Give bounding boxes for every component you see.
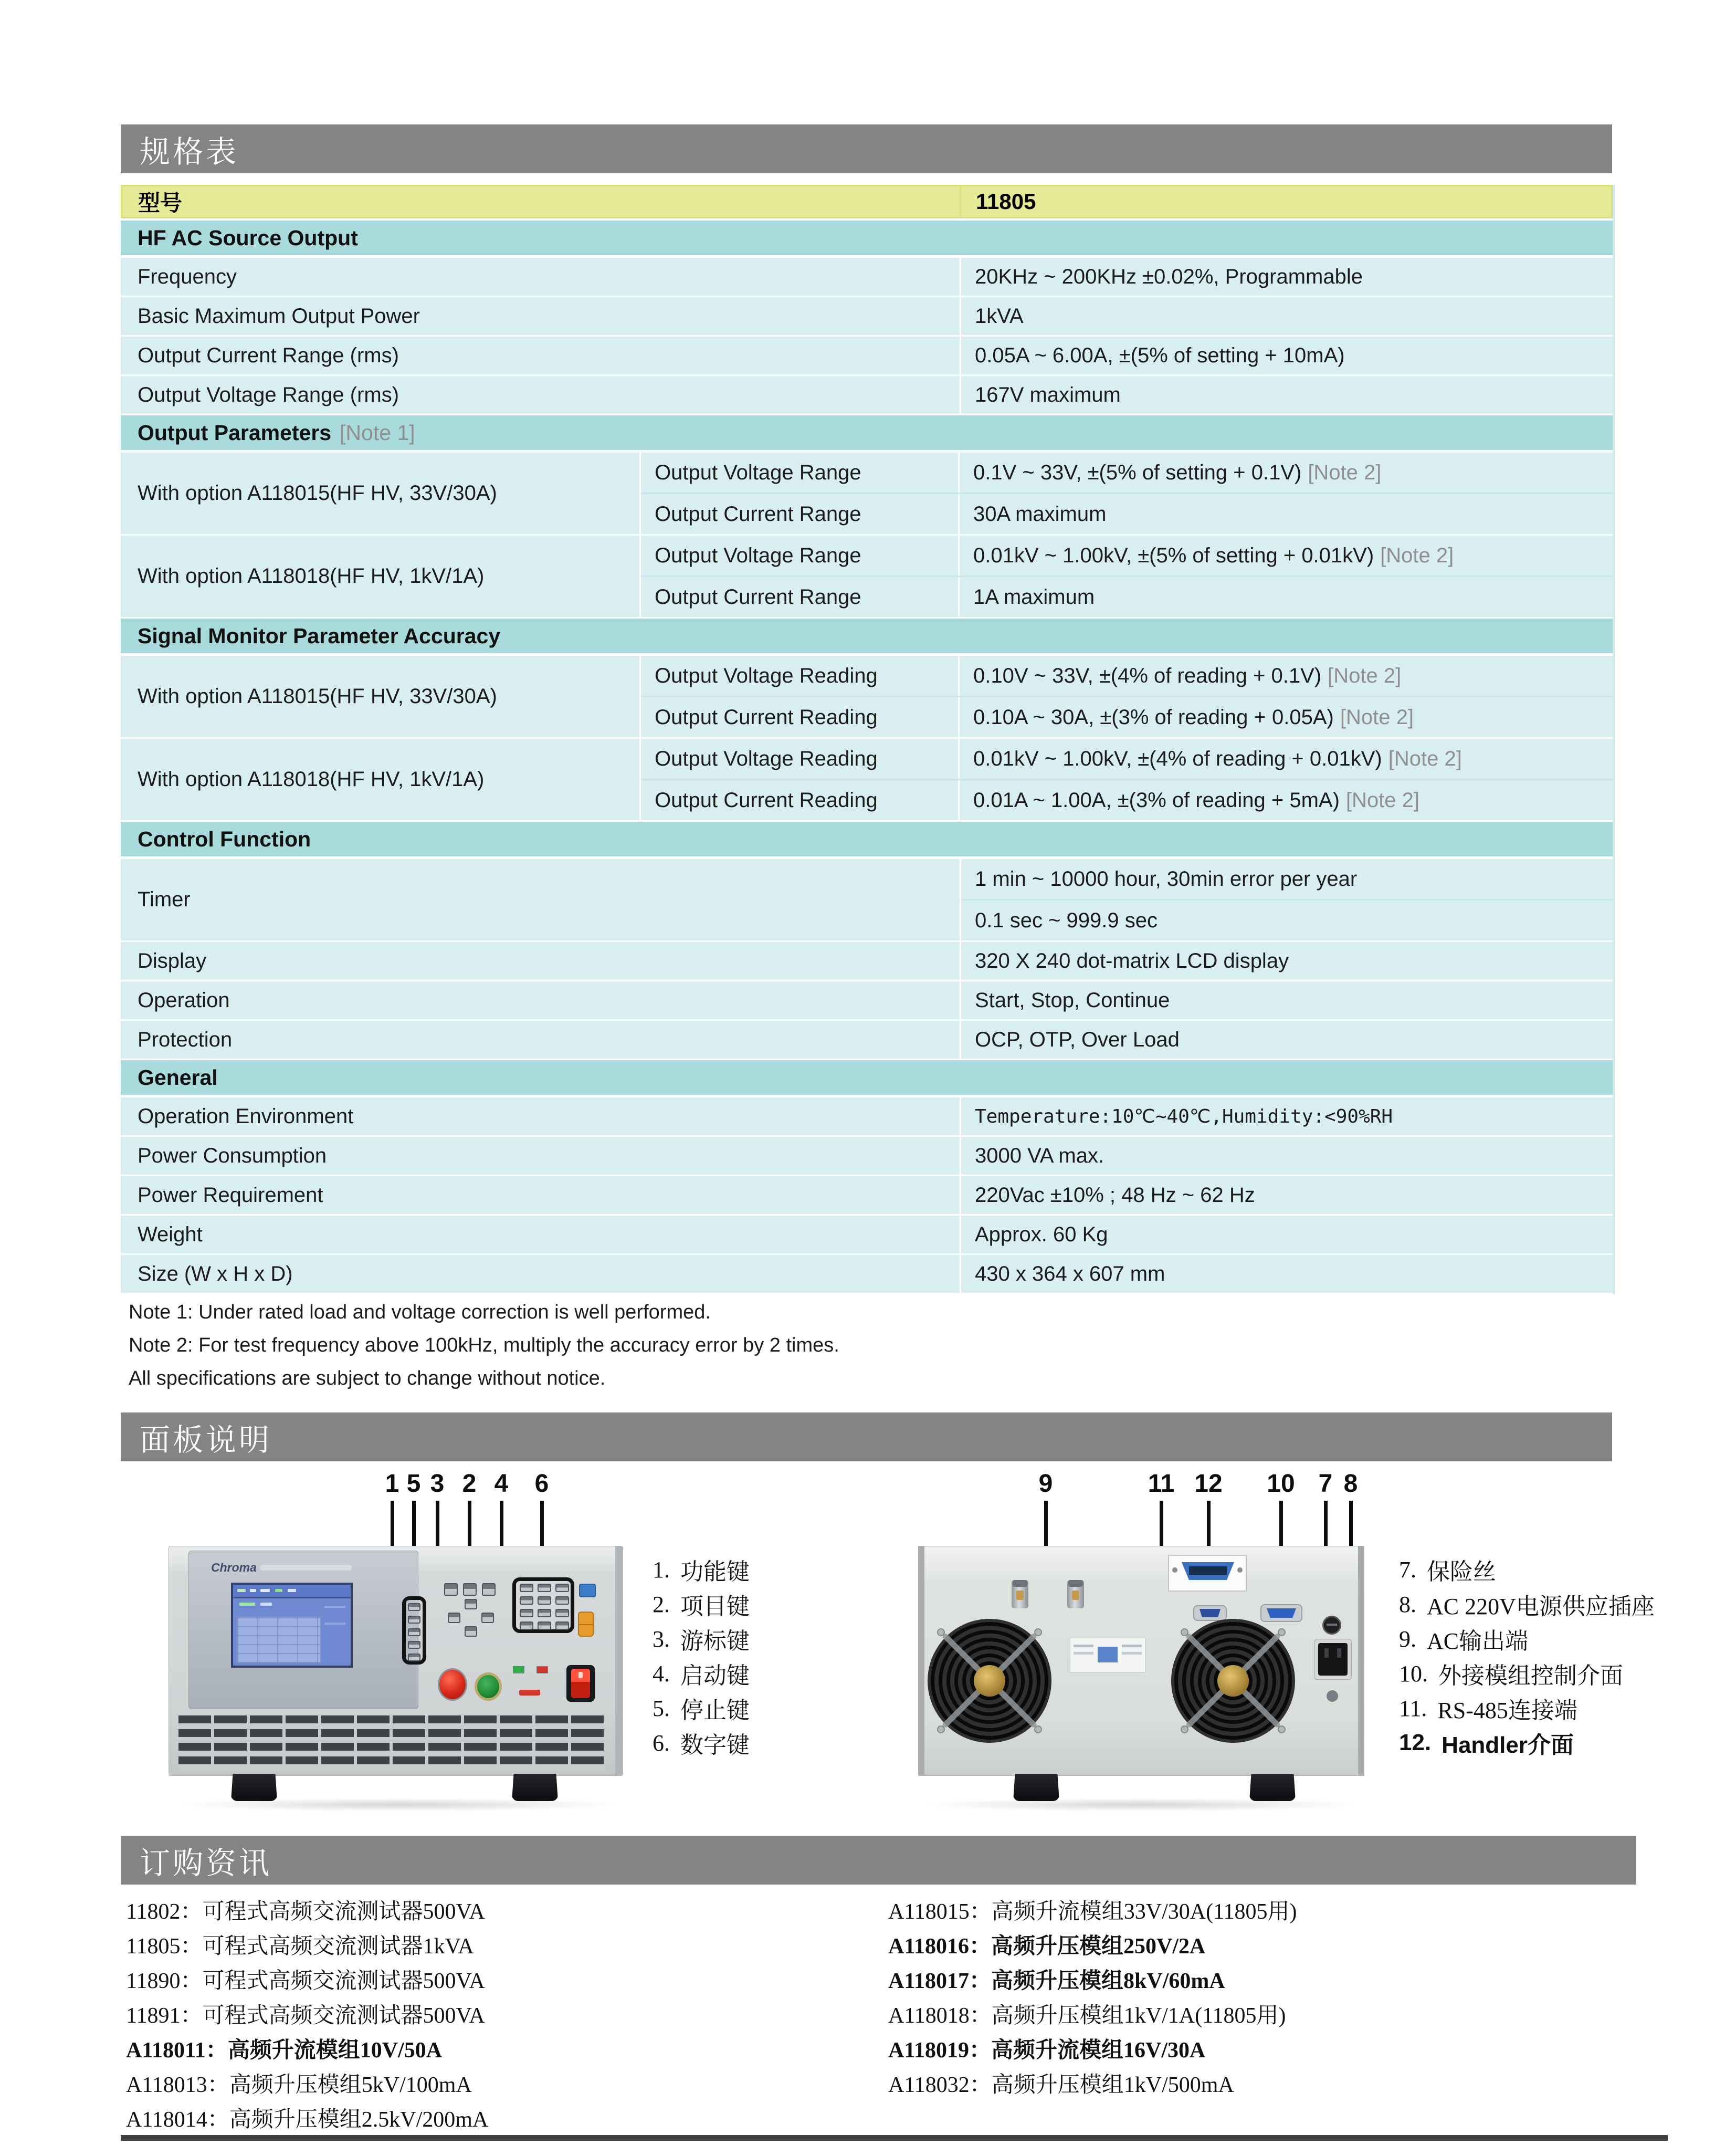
cooling-fan — [1171, 1619, 1295, 1743]
callout-item-number: 1. — [653, 1556, 670, 1583]
fan-hub — [974, 1665, 1005, 1697]
enter-key — [579, 1584, 596, 1597]
ordering-item: A118014：高频升压模组2.5kV/200mA — [126, 2108, 489, 2132]
ordering-item: A118016：高频升压模组250V/2A — [888, 1934, 1206, 1959]
handler-interface-plate — [1168, 1555, 1247, 1592]
spec-label-cell: Size (W x H x D) — [121, 1255, 961, 1293]
spec-subrow — [641, 696, 1613, 737]
device-foot — [231, 1774, 277, 1801]
callout-item-label: 停止键 — [680, 1698, 750, 1723]
ordering-item: A118011：高频升流模组10V/50A — [126, 2038, 443, 2063]
ac-power-inlet — [1314, 1639, 1352, 1680]
brand-logo: Chroma — [211, 1561, 257, 1574]
numeric-key — [520, 1584, 533, 1592]
spec-group-label: With option A118018(HF HV, 1kV/1A) — [121, 536, 641, 617]
spec-value: 220Vac ±10% ; 48 Hz ~ 62 Hz — [975, 1183, 1255, 1207]
label-logo — [1098, 1647, 1118, 1662]
spec-label-cell: Operation Environment — [121, 1097, 961, 1135]
spec-sublabel-cell: Output Voltage Reading — [641, 739, 960, 779]
spec-value-cell — [960, 494, 1613, 534]
callout-item-label: 项目键 — [680, 1594, 750, 1619]
rear-panel-photo — [918, 1546, 1364, 1776]
panel-section-title: 面板说明 — [140, 1422, 272, 1457]
numeric-key — [520, 1596, 533, 1605]
ordering-section-header — [121, 1836, 1636, 1885]
rear-panel-edge — [1358, 1546, 1364, 1775]
label-text-line — [1122, 1652, 1142, 1655]
spec-value-cell — [961, 258, 1613, 296]
device-foot — [1249, 1774, 1296, 1801]
lcd-table-area — [237, 1617, 320, 1662]
callout-item-label: RS-485连接端 — [1437, 1698, 1577, 1723]
spec-footnote: All specifications are subject to change without notice. — [129, 1367, 606, 1389]
spec-subrow — [641, 739, 1613, 779]
callout-item-number: 2. — [653, 1591, 670, 1617]
ordering-item: A118018：高频升压模组1kV/1A(11805用) — [888, 2004, 1286, 2028]
numeric-key — [555, 1609, 569, 1617]
spec-label-cell: Weight — [121, 1216, 961, 1253]
rear-callout-number: 7 — [1318, 1470, 1333, 1498]
spec-value-cell — [960, 536, 1613, 576]
spec-section-row — [121, 1060, 1613, 1095]
page-footer-rule — [121, 2135, 1668, 2141]
model-print — [260, 1565, 352, 1571]
spec-row — [121, 942, 1613, 980]
numeric-key — [555, 1584, 569, 1592]
spec-model-row — [121, 185, 1613, 218]
callout-item-number: 10. — [1399, 1660, 1428, 1687]
rear-callout-number: 10 — [1267, 1470, 1295, 1498]
spec-value-cell — [960, 577, 1613, 617]
spec-value: 3000 VA max. — [975, 1144, 1104, 1167]
front-callout-item — [653, 1691, 750, 1725]
clear-key — [578, 1612, 594, 1637]
spec-group-row — [121, 453, 1613, 534]
spec-label-cell: Frequency — [121, 258, 961, 296]
spec-subrow — [961, 899, 1613, 940]
spec-group-label: With option A118018(HF HV, 1kV/1A) — [121, 739, 641, 820]
spec-value-cell — [961, 337, 1613, 374]
function-key — [408, 1616, 420, 1624]
spec-value: 0.10A ~ 30A, ±(3% of reading + 0.05A) — [973, 705, 1334, 729]
numeric-key — [538, 1621, 551, 1630]
cooling-fan — [928, 1619, 1051, 1743]
spec-sublabel-cell: Output Current Reading — [641, 780, 960, 820]
front-vent-grille — [178, 1715, 605, 1770]
lcd-indicator — [288, 1589, 296, 1592]
fuse-holder — [1322, 1616, 1341, 1635]
spec-label-cell: Basic Maximum Output Power — [121, 297, 961, 335]
numeric-key — [538, 1596, 551, 1605]
function-keys-group — [402, 1596, 426, 1665]
spec-value-cell — [961, 1255, 1613, 1293]
callout-item-number: 4. — [653, 1660, 670, 1687]
spec-value-cell — [961, 981, 1613, 1019]
spec-value: 0.01A ~ 1.00A, ±(3% of reading + 5mA) — [973, 788, 1340, 812]
callout-item-label: 游标键 — [680, 1628, 750, 1654]
spec-section-label: Output Parameters — [138, 420, 332, 445]
front-callout-number: 2 — [462, 1470, 477, 1498]
spec-row — [121, 1097, 1613, 1135]
function-key — [408, 1641, 420, 1649]
fail-led — [536, 1666, 548, 1673]
ordering-item: 11802：可程式高频交流测试器500VA — [126, 1900, 485, 1924]
label-text-line — [1074, 1645, 1093, 1647]
spec-subrow — [641, 656, 1613, 696]
spec-value: 20KHz ~ 200KHz ±0.02%, Programmable — [975, 265, 1363, 288]
spec-note-ref: [Note 2] — [1388, 747, 1462, 770]
ordering-item: A118015：高频升流模组33V/30A(11805用) — [888, 1900, 1297, 1924]
item-key — [482, 1583, 496, 1596]
spec-value-cell — [961, 1097, 1613, 1135]
spec-value-cell — [960, 697, 1613, 737]
device-foot — [1013, 1774, 1059, 1801]
function-key — [408, 1603, 420, 1611]
lcd-text-row — [260, 1603, 272, 1606]
lcd-text-row — [239, 1603, 255, 1606]
numeric-key — [555, 1621, 569, 1630]
spec-value-cell — [960, 780, 1613, 820]
lcd-line — [324, 1606, 345, 1608]
callout-item-label: AC 220V电源供应插座 — [1427, 1594, 1655, 1619]
spec-group-row — [121, 739, 1613, 820]
rear-callout-item — [1399, 1691, 1655, 1725]
spec-value: Temperature:10℃~40℃,Humidity:<90%RH — [975, 1105, 1393, 1127]
spec-value-cell — [960, 453, 1613, 493]
callout-item-number: 12. — [1399, 1730, 1432, 1755]
spec-row — [121, 376, 1613, 414]
rear-callout-number: 9 — [1038, 1470, 1053, 1498]
spec-value-cell — [961, 297, 1613, 335]
spec-group-row — [121, 656, 1613, 737]
rear-callout-item — [1399, 1725, 1655, 1760]
spec-value: 0.01kV ~ 1.00kV, ±(4% of reading + 0.01kV) — [973, 747, 1382, 770]
callout-item-label: Handler介面 — [1442, 1732, 1574, 1758]
front-callout-number: 6 — [534, 1470, 549, 1498]
screw — [1278, 1725, 1286, 1733]
spec-footnote: Note 2: For test frequency above 100kHz, multiply the accuracy error by 2 times. — [129, 1334, 839, 1356]
stop-button — [438, 1668, 467, 1701]
screw — [1181, 1628, 1188, 1636]
front-callout-number: 1 — [385, 1470, 399, 1498]
spec-value: OCP, OTP, Over Load — [975, 1028, 1180, 1051]
front-callout-item — [653, 1621, 750, 1656]
spec-value-cell — [960, 656, 1613, 696]
screw — [937, 1725, 945, 1733]
spec-row — [121, 258, 1613, 296]
rs485-connector — [1193, 1605, 1227, 1621]
ordering-section-title: 订购资讯 — [140, 1846, 272, 1880]
spec-label-cell: Output Current Range (rms) — [121, 337, 961, 374]
spec-value: Approx. 60 Kg — [975, 1222, 1108, 1246]
function-key — [408, 1628, 420, 1636]
cursor-left-key — [448, 1613, 460, 1623]
spec-section-label: Signal Monitor Parameter Accuracy — [138, 623, 501, 648]
spec-value-cell — [961, 942, 1613, 980]
ordering-list-left — [126, 1892, 488, 2135]
front-callout-number: 3 — [430, 1470, 445, 1498]
ordering-item: A118019：高频升流模组16V/30A — [888, 2038, 1206, 2063]
screw — [937, 1628, 945, 1636]
spec-note-ref: [Note 2] — [1340, 705, 1414, 729]
device-shadow — [920, 1798, 1363, 1812]
spec-subrows — [961, 859, 1613, 940]
spec-value: Start, Stop, Continue — [975, 988, 1170, 1012]
spec-value-cell — [961, 376, 1613, 414]
spec-value-cell — [961, 1176, 1613, 1214]
callout-item-label: AC输出端 — [1427, 1628, 1529, 1654]
callout-item-label: 数字键 — [680, 1732, 750, 1758]
spec-subrows — [641, 536, 1613, 617]
spec-sublabel-cell: Output Voltage Range — [641, 536, 960, 576]
rear-callout-number: 8 — [1343, 1470, 1358, 1498]
front-callout-number: 4 — [494, 1470, 509, 1498]
spec-sublabel-cell: Output Current Reading — [641, 697, 960, 737]
screw — [1172, 1567, 1177, 1573]
spec-value: 1kVA — [975, 304, 1024, 328]
rear-panel-edge — [919, 1546, 924, 1775]
spec-row — [121, 981, 1613, 1019]
spec-sublabel-cell: Output Current Range — [641, 494, 960, 534]
spec-subrows — [641, 739, 1613, 820]
spec-note-ref: [Note 2] — [1328, 664, 1402, 687]
spec-section-note: [Note 1] — [340, 420, 415, 445]
rear-callout-list — [1399, 1552, 1655, 1760]
spec-value: 30A maximum — [973, 502, 1107, 526]
spec-value: 0.01kV ~ 1.00kV, ±(5% of setting + 0.01kV) — [973, 543, 1374, 567]
lcd-line — [324, 1623, 345, 1625]
spec-subrow — [961, 859, 1613, 899]
lcd-indicator — [237, 1589, 246, 1592]
spec-subrow — [641, 536, 1613, 576]
device-foot — [512, 1774, 558, 1801]
item-key — [463, 1583, 477, 1596]
spec-row — [121, 297, 1613, 335]
front-callout-number: 5 — [406, 1470, 421, 1498]
spec-subrows — [641, 453, 1613, 534]
lcd-indicator — [260, 1589, 270, 1592]
rear-callout-item — [1399, 1552, 1655, 1587]
front-callout-item — [653, 1552, 750, 1587]
spec-label-cell: Display — [121, 942, 961, 980]
spec-value: 430 x 364 x 607 mm — [975, 1262, 1165, 1285]
spec-value: 1A maximum — [973, 585, 1095, 609]
spec-label-cell: Operation — [121, 981, 961, 1019]
screw — [1034, 1725, 1042, 1733]
screw — [1034, 1628, 1042, 1636]
callout-item-label: 外接模组控制介面 — [1438, 1663, 1623, 1689]
ground-stud — [1327, 1690, 1338, 1702]
spec-value: 1 min ~ 10000 hour, 30min error per year — [975, 867, 1358, 891]
callout-item-number: 3. — [653, 1626, 670, 1652]
ac-output-terminal — [1012, 1580, 1028, 1608]
lcd-indicator — [250, 1589, 256, 1592]
lcd-screen — [231, 1583, 353, 1668]
rear-callout-number: 12 — [1194, 1470, 1223, 1498]
spec-label-cell: Protection — [121, 1021, 961, 1059]
ordering-item: 11890：可程式高频交流测试器500VA — [126, 1969, 485, 1993]
rear-callout-item — [1399, 1621, 1655, 1656]
spec-row — [121, 1216, 1613, 1253]
function-key — [408, 1654, 420, 1661]
cursor-right-key — [481, 1613, 494, 1623]
spec-subrows — [641, 656, 1613, 737]
power-rocker — [571, 1669, 590, 1698]
callout-item-label: 功能键 — [680, 1559, 750, 1585]
rating-label — [1070, 1638, 1145, 1672]
spec-value-cell — [961, 1021, 1613, 1059]
spec-section-row — [121, 619, 1613, 653]
rear-callout-item — [1399, 1587, 1655, 1621]
spec-value: 320 X 240 dot-matrix LCD display — [975, 949, 1289, 972]
spec-section-header — [121, 124, 1612, 173]
spec-footnote: Note 1: Under rated load and voltage correction is well performed. — [129, 1301, 711, 1323]
spec-group-row — [121, 859, 1613, 940]
spec-subrow — [641, 453, 1613, 493]
numeric-key — [555, 1596, 569, 1605]
spec-row — [121, 337, 1613, 374]
spec-value-cell — [961, 1216, 1613, 1253]
screw — [1278, 1628, 1286, 1636]
label-text-line — [1074, 1652, 1093, 1655]
spec-section-label: HF AC Source Output — [138, 225, 358, 250]
spec-note-ref: [Note 2] — [1345, 788, 1420, 812]
numeric-key — [538, 1609, 551, 1617]
spec-subrow — [641, 779, 1613, 820]
callout-item-label: 启动键 — [680, 1663, 750, 1689]
spec-row — [121, 1176, 1613, 1214]
spec-value: 0.1 sec ~ 999.9 sec — [975, 908, 1158, 932]
spec-row — [121, 1255, 1613, 1293]
spec-section-label: General — [138, 1065, 218, 1090]
front-callout-item — [653, 1656, 750, 1691]
label-text-line — [1122, 1645, 1142, 1647]
ordering-item: 11805：可程式高频交流测试器1kVA — [126, 1934, 474, 1959]
numeric-key — [520, 1621, 533, 1630]
callout-item-number: 5. — [653, 1695, 670, 1721]
spec-group-label: Timer — [121, 859, 961, 940]
lcd-indicator — [275, 1589, 282, 1592]
fan-hub — [1217, 1665, 1249, 1697]
screw — [1237, 1567, 1243, 1573]
spec-section-row — [121, 415, 1613, 450]
spec-value: 0.10V ~ 33V, ±(4% of reading + 0.1V) — [973, 664, 1322, 687]
spec-note-ref: [Note 2] — [1380, 543, 1454, 567]
spec-value-cell — [961, 901, 1613, 940]
screw — [1181, 1725, 1188, 1733]
module-control-connector — [1260, 1604, 1302, 1622]
callout-item-number: 7. — [1399, 1556, 1416, 1583]
spec-model-label: 型号 — [122, 186, 961, 217]
spec-value-cell — [961, 859, 1613, 899]
spec-table — [121, 185, 1615, 1294]
spec-label-cell: Output Voltage Range (rms) — [121, 376, 961, 414]
front-panel-photo — [169, 1546, 623, 1776]
spec-value: 0.05A ~ 6.00A, ±(5% of setting + 10mA) — [975, 343, 1345, 367]
spec-section-title: 规格表 — [140, 134, 239, 169]
spec-group-row — [121, 536, 1613, 617]
callout-item-number: 6. — [653, 1730, 670, 1756]
ac-inlet-block — [1318, 1643, 1348, 1676]
pass-led — [513, 1666, 524, 1673]
panel-section-header — [121, 1412, 1612, 1461]
item-key — [444, 1583, 458, 1596]
spec-sublabel-cell: Output Voltage Range — [641, 453, 960, 493]
spec-subrow — [641, 576, 1613, 617]
power-switch — [566, 1665, 595, 1702]
ordering-list-right — [888, 1892, 1297, 2100]
ordering-item: 11891：可程式高频交流测试器500VA — [126, 2004, 485, 2028]
spec-section-label: Control Function — [138, 826, 311, 851]
callout-item-number: 11. — [1399, 1695, 1427, 1721]
front-callout-item — [653, 1725, 750, 1760]
spec-notes — [129, 1296, 839, 1395]
numeric-key — [538, 1584, 551, 1592]
spec-value: 0.1V ~ 33V, ±(5% of setting + 0.1V) — [973, 461, 1302, 484]
spec-value-cell — [961, 1137, 1613, 1175]
display-bezel — [188, 1551, 418, 1709]
rear-callout-item — [1399, 1656, 1655, 1691]
callout-item-number: 9. — [1399, 1626, 1416, 1652]
spec-group-label: With option A118015(HF HV, 33V/30A) — [121, 453, 641, 534]
callout-item-label: 保险丝 — [1427, 1559, 1496, 1585]
callout-item-number: 8. — [1399, 1591, 1416, 1617]
cursor-down-key — [465, 1626, 477, 1637]
spec-row — [121, 1021, 1613, 1059]
rear-callout-number: 11 — [1148, 1470, 1175, 1498]
spec-sublabel-cell: Output Current Range — [641, 577, 960, 617]
spec-group-label: With option A118015(HF HV, 33V/30A) — [121, 656, 641, 737]
front-callout-item — [653, 1587, 750, 1621]
spec-label-cell: Power Consumption — [121, 1137, 961, 1175]
ordering-item: A118013：高频升压模组5kV/100mA — [126, 2073, 472, 2097]
spec-label-cell: Power Requirement — [121, 1176, 961, 1214]
numeric-keypad-group — [512, 1577, 574, 1633]
ordering-item: A118017：高频升压模组8kV/60mA — [888, 1969, 1225, 1993]
spec-model-value: 11805 — [976, 189, 1036, 214]
start-button — [475, 1672, 502, 1701]
spec-subrow — [641, 493, 1613, 534]
spec-value-cell — [960, 739, 1613, 779]
cursor-up-key — [465, 1599, 477, 1609]
numeric-key — [520, 1609, 533, 1617]
spec-value: 167V maximum — [975, 383, 1121, 406]
spec-section-row — [121, 221, 1613, 255]
spec-row — [121, 1137, 1613, 1175]
handler-connector — [1182, 1562, 1234, 1580]
ordering-item: A118032：高频升压模组1kV/500mA — [888, 2073, 1234, 2097]
spec-section-row — [121, 822, 1613, 856]
ac-output-terminal — [1067, 1580, 1084, 1608]
spec-sublabel-cell: Output Voltage Reading — [641, 656, 960, 696]
status-led — [519, 1690, 540, 1696]
front-callout-list — [653, 1552, 750, 1760]
spec-note-ref: [Note 2] — [1308, 461, 1382, 484]
front-panel-edge — [615, 1546, 623, 1775]
